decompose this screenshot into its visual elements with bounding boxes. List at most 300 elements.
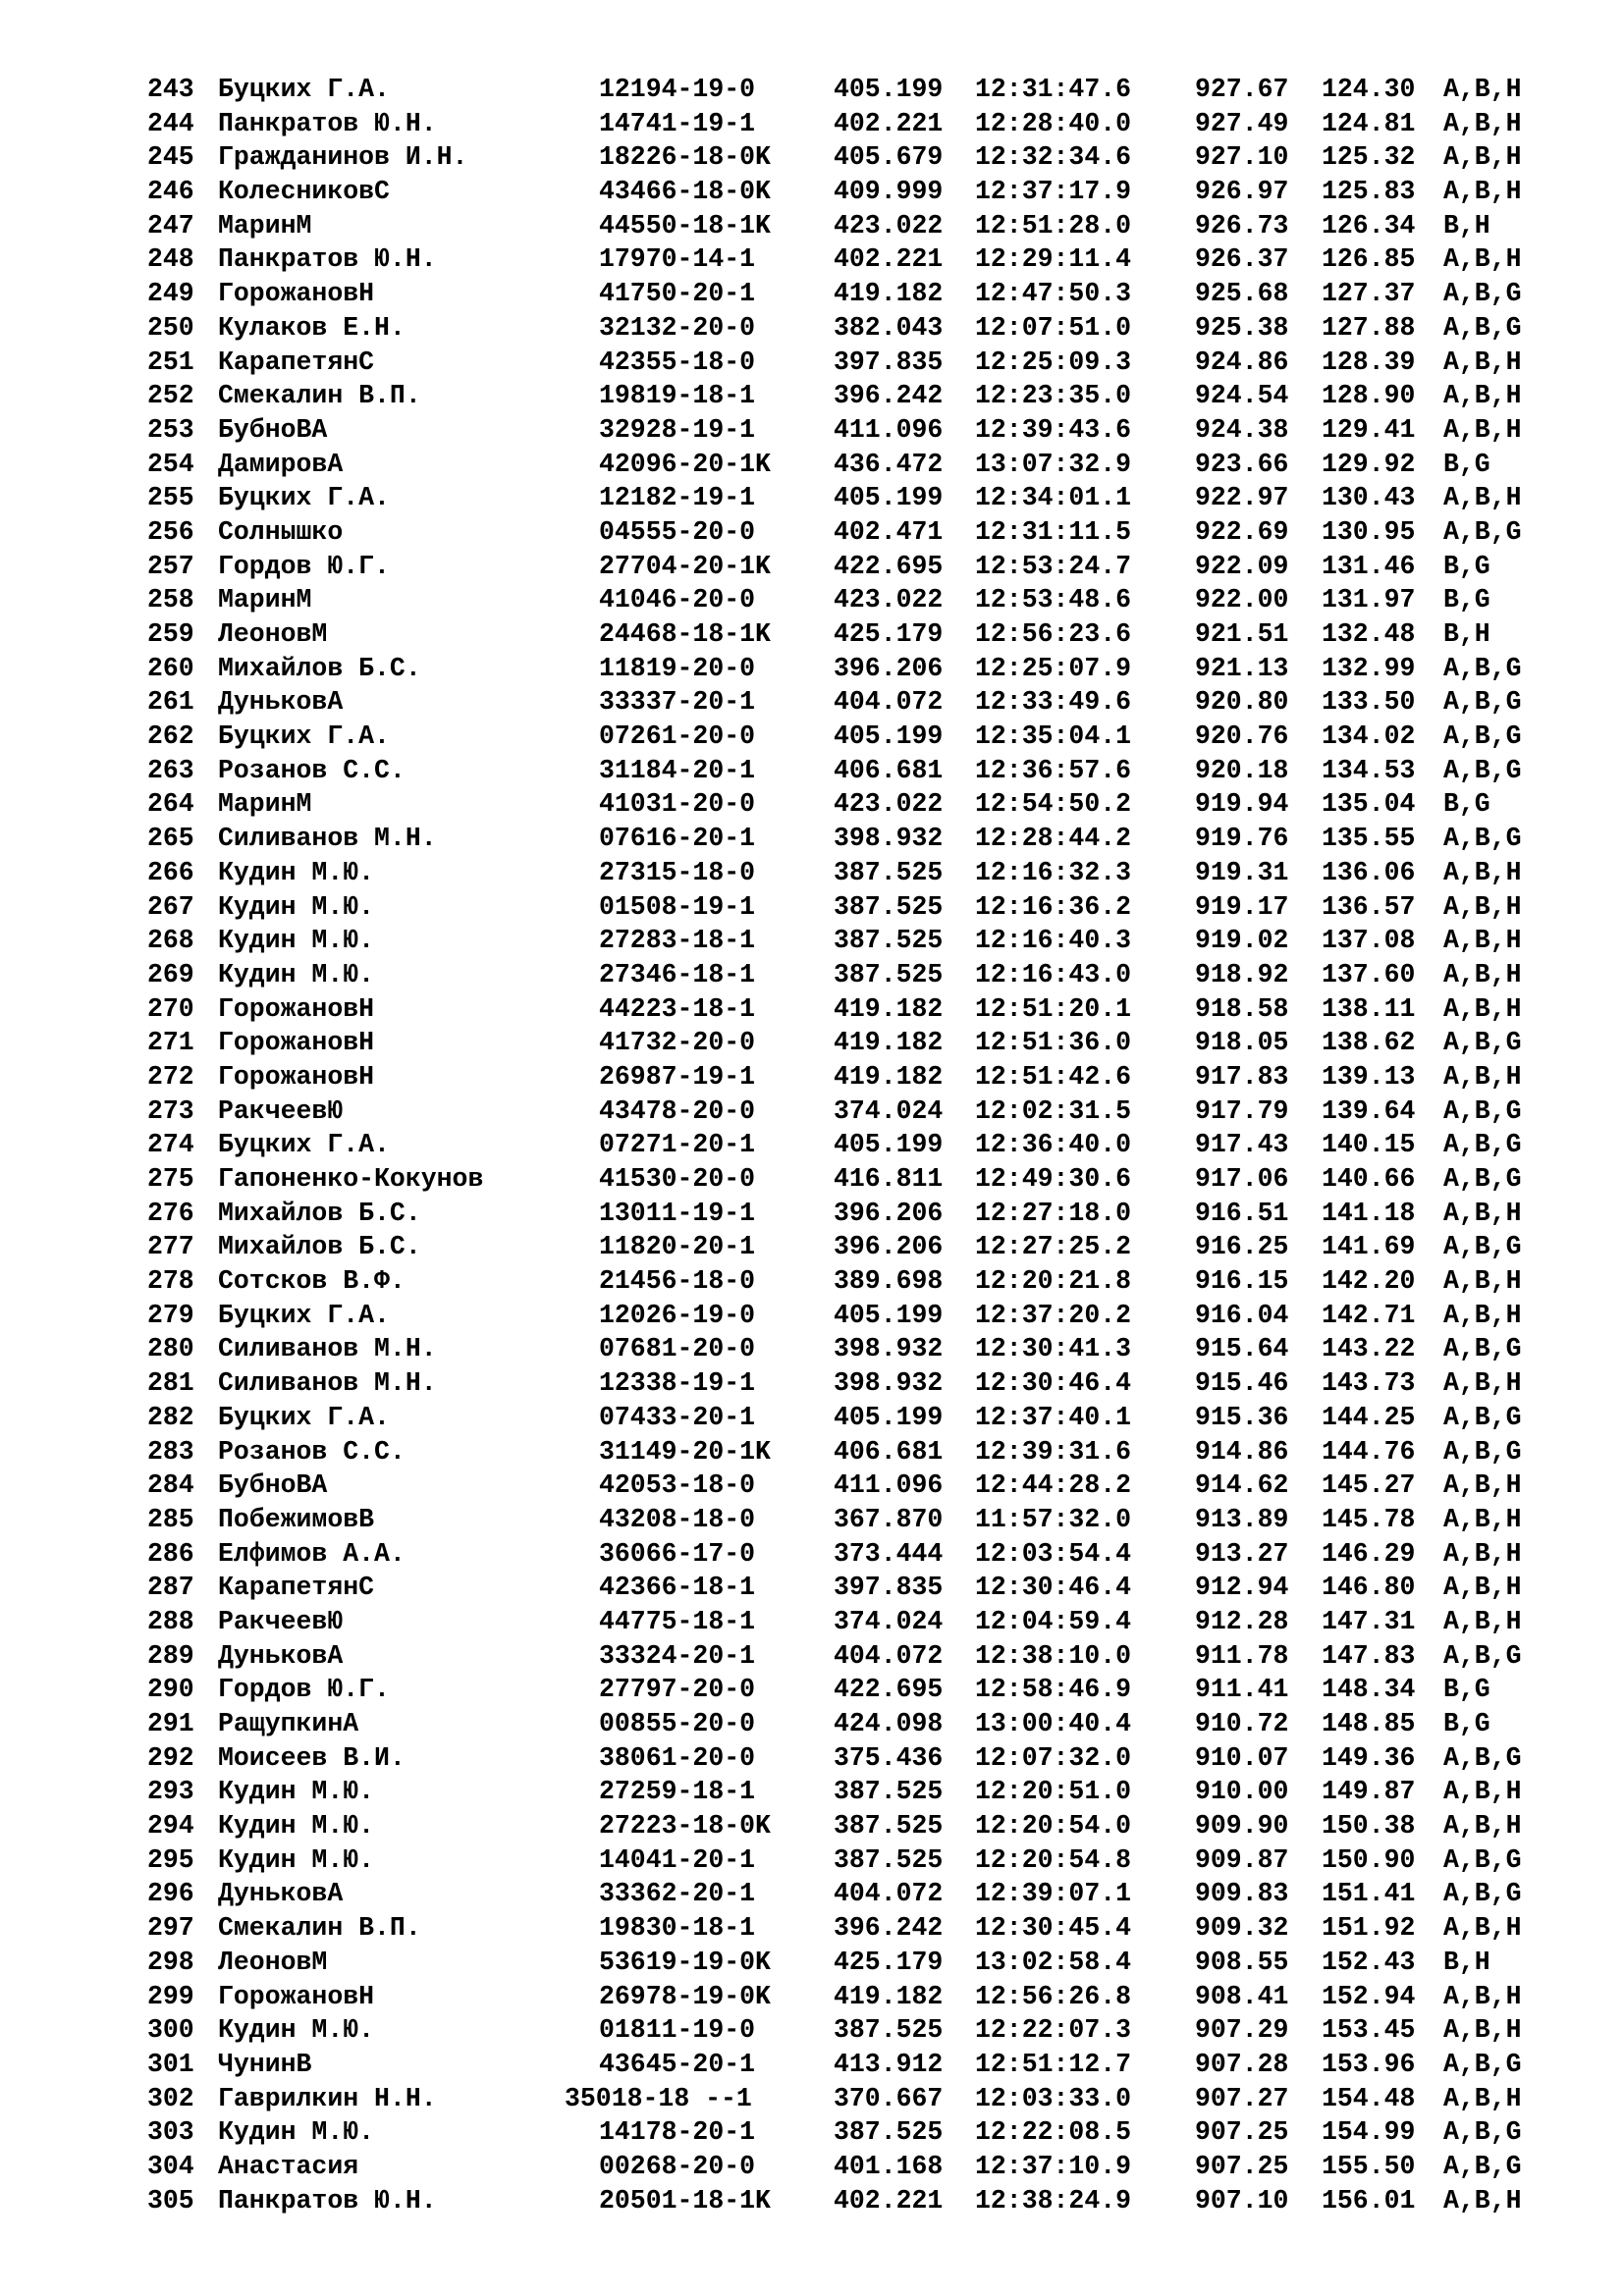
coefficient: 151.92 (1322, 1913, 1416, 1944)
distance: 367.870 (834, 1504, 944, 1534)
distance: 423.022 (834, 210, 944, 240)
result-rank: 249 (147, 279, 194, 309)
table-row (147, 992, 1542, 1027)
coefficient: 125.83 (1322, 177, 1416, 207)
flags: A,B,H (1443, 1266, 1522, 1297)
distance: 406.681 (834, 1436, 944, 1467)
arrival-time: 12:58:46.9 (975, 1675, 1132, 1705)
fancier-name: Гордов Ю.Г. (218, 1675, 390, 1705)
coefficient: 132.48 (1322, 619, 1416, 649)
arrival-time: 12:56:26.8 (975, 1981, 1132, 2011)
distance: 387.525 (834, 1811, 944, 1842)
arrival-time: 12:07:32.0 (975, 1742, 1132, 1773)
speed: 911.41 (1195, 1675, 1289, 1705)
ring-number: 42366-18-1 (599, 1573, 756, 1603)
ring-number: 12338-19-1 (599, 1368, 756, 1399)
ring-number: 11819-20-0 (599, 653, 756, 683)
distance: 402.221 (834, 244, 944, 275)
fancier-name: ГорожановН (218, 1061, 375, 1092)
ring-number: 36066-17-0 (599, 1538, 756, 1569)
result-rank: 286 (147, 1538, 194, 1569)
ring-number: 12182-19-1 (599, 483, 756, 513)
table-row (147, 583, 1542, 617)
flags: A,B,H (1443, 177, 1522, 207)
arrival-time: 12:37:20.2 (975, 1300, 1132, 1330)
result-rank: 283 (147, 1436, 194, 1467)
coefficient: 130.43 (1322, 483, 1416, 513)
flags: A,B,G (1443, 2117, 1522, 2148)
speed: 926.37 (1195, 244, 1289, 275)
table-row (147, 822, 1542, 856)
result-rank: 273 (147, 1095, 194, 1126)
arrival-time: 12:38:24.9 (975, 2185, 1132, 2216)
arrival-time: 12:51:28.0 (975, 210, 1132, 240)
flags: A,B,G (1443, 1742, 1522, 1773)
table-row (147, 1707, 1542, 1741)
table-row (147, 1673, 1542, 1707)
arrival-time: 12:28:40.0 (975, 108, 1132, 138)
result-rank: 255 (147, 483, 194, 513)
result-rank: 290 (147, 1675, 194, 1705)
result-rank: 268 (147, 926, 194, 956)
coefficient: 124.81 (1322, 108, 1416, 138)
result-rank: 251 (147, 347, 194, 377)
flags: B,G (1443, 789, 1490, 820)
coefficient: 131.97 (1322, 585, 1416, 615)
result-rank: 250 (147, 312, 194, 343)
coefficient: 153.96 (1322, 2049, 1416, 2079)
flags: A,B,G (1443, 1334, 1522, 1364)
flags: A,B,H (1443, 1606, 1522, 1636)
fancier-name: Буцких Г.А. (218, 721, 390, 752)
arrival-time: 12:51:12.7 (975, 2049, 1132, 2079)
ring-number: 38061-20-0 (599, 1742, 756, 1773)
arrival-time: 13:07:32.9 (975, 449, 1132, 479)
flags: A,B,H (1443, 857, 1522, 887)
coefficient: 138.11 (1322, 993, 1416, 1024)
arrival-time: 12:36:57.6 (975, 755, 1132, 785)
fancier-name: РащупкинА (218, 1709, 359, 1738)
fancier-name: Кулаков Е.Н. (218, 312, 406, 343)
coefficient: 142.20 (1322, 1266, 1416, 1297)
speed: 924.38 (1195, 414, 1289, 445)
ring-number: 07271-20-1 (599, 1130, 756, 1160)
arrival-time: 12:37:17.9 (975, 177, 1132, 207)
speed: 919.02 (1195, 926, 1289, 956)
ring-number: 43645-20-1 (599, 2049, 756, 2079)
table-row (147, 652, 1542, 686)
flags: A,B,G (1443, 2151, 1522, 2181)
coefficient: 132.99 (1322, 653, 1416, 683)
ring-number: 27315-18-0 (599, 857, 756, 887)
ring-number: 20501-18-1K (599, 2185, 771, 2216)
speed: 926.97 (1195, 177, 1289, 207)
distance: 419.182 (834, 993, 944, 1024)
fancier-name: Михайлов Б.С. (218, 653, 421, 683)
flags: A,B,H (1443, 1300, 1522, 1330)
result-rank: 243 (147, 75, 194, 104)
flags: B,G (1443, 551, 1490, 581)
table-row (147, 73, 1542, 107)
fancier-name: Гаврилкин Н.Н. (218, 2083, 437, 2113)
flags: A,B,G (1443, 1436, 1522, 1467)
result-rank: 291 (147, 1709, 194, 1738)
ring-number: 27259-18-1 (599, 1777, 756, 1807)
fancier-name: Михайлов Б.С. (218, 1198, 421, 1228)
table-row (147, 1230, 1542, 1264)
distance: 396.206 (834, 1198, 944, 1228)
ring-number: 27346-18-1 (599, 959, 756, 989)
fancier-name: Кудин М.Ю. (218, 891, 375, 922)
speed: 910.07 (1195, 1742, 1289, 1773)
table-row (147, 2150, 1542, 2184)
speed: 920.80 (1195, 687, 1289, 718)
arrival-time: 12:53:48.6 (975, 585, 1132, 615)
arrival-time: 12:16:32.3 (975, 857, 1132, 887)
speed: 915.46 (1195, 1368, 1289, 1399)
arrival-time: 12:22:07.3 (975, 2015, 1132, 2046)
distance: 402.471 (834, 516, 944, 547)
coefficient: 144.76 (1322, 1436, 1416, 1467)
table-row (147, 720, 1542, 754)
table-row (147, 413, 1542, 448)
flags: B,G (1443, 585, 1490, 615)
fancier-name: ГорожановН (218, 279, 375, 309)
coefficient: 126.34 (1322, 210, 1416, 240)
speed: 922.69 (1195, 516, 1289, 547)
arrival-time: 12:39:43.6 (975, 414, 1132, 445)
table-row (147, 550, 1542, 584)
speed: 913.27 (1195, 1538, 1289, 1569)
coefficient: 147.83 (1322, 1640, 1416, 1671)
speed: 909.32 (1195, 1913, 1289, 1944)
coefficient: 143.22 (1322, 1334, 1416, 1364)
flags: A,B,H (1443, 959, 1522, 989)
flags: A,B,H (1443, 1811, 1522, 1842)
fancier-name: Буцких Г.А. (218, 1402, 390, 1432)
flags: A,B,G (1443, 1095, 1522, 1126)
coefficient: 136.57 (1322, 891, 1416, 922)
distance: 389.698 (834, 1266, 944, 1297)
distance: 425.179 (834, 1947, 944, 1977)
fancier-name: Панкратов Ю.Н. (218, 244, 437, 275)
speed: 926.73 (1195, 210, 1289, 240)
result-rank: 266 (147, 857, 194, 887)
fancier-name: РакчеевЮ (218, 1606, 344, 1636)
flags: A,B,G (1443, 1879, 1522, 1909)
distance: 374.024 (834, 1606, 944, 1636)
distance: 409.999 (834, 177, 944, 207)
fancier-name: ДуньковА (218, 687, 344, 718)
coefficient: 134.02 (1322, 721, 1416, 752)
ring-number: 44775-18-1 (599, 1606, 756, 1636)
flags: A,B,G (1443, 755, 1522, 785)
distance: 423.022 (834, 789, 944, 820)
table-row (147, 1809, 1542, 1843)
coefficient: 137.60 (1322, 959, 1416, 989)
arrival-time: 12:33:49.6 (975, 687, 1132, 718)
fancier-name: РакчеевЮ (218, 1095, 344, 1126)
flags: A,B,H (1443, 1470, 1522, 1501)
arrival-time: 12:39:31.6 (975, 1436, 1132, 1467)
coefficient: 125.32 (1322, 142, 1416, 173)
distance: 401.168 (834, 2151, 944, 2181)
fancier-name: КарапетянС (218, 347, 375, 377)
coefficient: 133.50 (1322, 687, 1416, 718)
result-rank: 248 (147, 244, 194, 275)
speed: 927.49 (1195, 108, 1289, 138)
result-rank: 272 (147, 1061, 194, 1092)
arrival-time: 12:30:46.4 (975, 1368, 1132, 1399)
result-rank: 278 (147, 1266, 194, 1297)
fancier-name: ГорожановН (218, 1981, 375, 2011)
flags: B,G (1443, 1675, 1490, 1705)
flags: A,B,H (1443, 1538, 1522, 1569)
result-rank: 285 (147, 1504, 194, 1534)
coefficient: 145.78 (1322, 1504, 1416, 1534)
coefficient: 156.01 (1322, 2185, 1416, 2216)
arrival-time: 12:02:31.5 (975, 1095, 1132, 1126)
distance: 423.022 (834, 585, 944, 615)
speed: 918.05 (1195, 1028, 1289, 1058)
flags: A,B,H (1443, 993, 1522, 1024)
result-rank: 274 (147, 1130, 194, 1160)
result-rank: 300 (147, 2015, 194, 2046)
fancier-name: Кудин М.Ю. (218, 2015, 375, 2046)
flags: A,B,H (1443, 926, 1522, 956)
arrival-time: 12:20:51.0 (975, 1777, 1132, 1807)
coefficient: 137.08 (1322, 926, 1416, 956)
ring-number: 27283-18-1 (599, 926, 756, 956)
distance: 396.242 (834, 381, 944, 411)
table-row (147, 1162, 1542, 1197)
arrival-time: 12:20:21.8 (975, 1266, 1132, 1297)
arrival-time: 12:03:33.0 (975, 2083, 1132, 2113)
fancier-name: МаринМ (218, 585, 312, 615)
ring-number: 27797-20-0 (599, 1675, 756, 1705)
ring-number: 01811-19-0 (599, 2015, 756, 2046)
result-rank: 279 (147, 1300, 194, 1330)
distance: 405.199 (834, 1300, 944, 1330)
result-rank: 275 (147, 1164, 194, 1194)
distance: 387.525 (834, 926, 944, 956)
ring-number: 19819-18-1 (599, 381, 756, 411)
ring-number: 14041-20-1 (599, 1844, 756, 1875)
distance: 404.072 (834, 1879, 944, 1909)
ring-number: 12026-19-0 (599, 1300, 756, 1330)
arrival-time: 11:57:32.0 (975, 1504, 1132, 1534)
speed: 909.90 (1195, 1811, 1289, 1842)
table-row (147, 890, 1542, 925)
arrival-time: 12:56:23.6 (975, 619, 1132, 649)
fancier-name: Моисеев В.И. (218, 1742, 406, 1773)
ring-number: 21456-18-0 (599, 1266, 756, 1297)
table-row (147, 2048, 1542, 2082)
flags: A,B,H (1443, 483, 1522, 513)
coefficient: 145.27 (1322, 1470, 1416, 1501)
distance: 402.221 (834, 2185, 944, 2216)
flags: A,B,H (1443, 347, 1522, 377)
coefficient: 134.53 (1322, 755, 1416, 785)
flags: A,B,G (1443, 516, 1522, 547)
distance: 405.199 (834, 483, 944, 513)
flags: A,B,G (1443, 279, 1522, 309)
ring-number: 07681-20-0 (599, 1334, 756, 1364)
table-row (147, 2115, 1542, 2150)
ring-number: 44223-18-1 (599, 993, 756, 1024)
coefficient: 146.80 (1322, 1573, 1416, 1603)
speed: 917.43 (1195, 1130, 1289, 1160)
table-row (147, 685, 1542, 720)
result-rank: 246 (147, 177, 194, 207)
fancier-name: Смекалин В.П. (218, 381, 421, 411)
speed: 922.00 (1195, 585, 1289, 615)
fancier-name: Кудин М.Ю. (218, 959, 375, 989)
ring-number: 41031-20-0 (599, 789, 756, 820)
speed: 918.58 (1195, 993, 1289, 1024)
arrival-time: 13:02:58.4 (975, 1947, 1132, 1977)
table-row (147, 311, 1542, 346)
result-rank: 282 (147, 1402, 194, 1432)
coefficient: 126.85 (1322, 244, 1416, 275)
table-row (147, 1503, 1542, 1537)
ring-number: 00855-20-0 (599, 1709, 756, 1738)
flags: B,H (1443, 619, 1490, 649)
distance: 370.667 (834, 2083, 944, 2113)
flags: A,B,G (1443, 1130, 1522, 1160)
fancier-name: Буцких Г.А. (218, 1300, 390, 1330)
arrival-time: 12:49:30.6 (975, 1164, 1132, 1194)
fancier-name: МаринМ (218, 789, 312, 820)
distance: 416.811 (834, 1164, 944, 1194)
distance: 397.835 (834, 347, 944, 377)
flags: A,B,H (1443, 1981, 1522, 2011)
speed: 919.94 (1195, 789, 1289, 820)
ring-number: 19830-18-1 (599, 1913, 756, 1944)
coefficient: 150.38 (1322, 1811, 1416, 1842)
fancier-name: Солнышко (218, 516, 344, 547)
distance: 405.199 (834, 75, 944, 104)
distance: 387.525 (834, 891, 944, 922)
arrival-time: 12:30:46.4 (975, 1573, 1132, 1603)
flags: A,B,G (1443, 1402, 1522, 1432)
distance: 387.525 (834, 959, 944, 989)
speed: 927.10 (1195, 142, 1289, 173)
flags: A,B,H (1443, 75, 1522, 104)
result-rank: 267 (147, 891, 194, 922)
flags: A,B,H (1443, 142, 1522, 173)
result-rank: 254 (147, 449, 194, 479)
flags: A,B,H (1443, 1061, 1522, 1092)
coefficient: 135.55 (1322, 824, 1416, 854)
ring-number: 43466-18-0K (599, 177, 771, 207)
table-row (147, 346, 1542, 380)
distance: 419.182 (834, 1061, 944, 1092)
flags: A,B,H (1443, 1504, 1522, 1534)
fancier-name: ДамировА (218, 449, 344, 479)
result-rank: 264 (147, 789, 194, 820)
coefficient: 153.45 (1322, 2015, 1416, 2046)
coefficient: 148.34 (1322, 1675, 1416, 1705)
distance: 373.444 (834, 1538, 944, 1569)
table-row (147, 1980, 1542, 2014)
speed: 919.17 (1195, 891, 1289, 922)
arrival-time: 12:31:11.5 (975, 516, 1132, 547)
speed: 907.25 (1195, 2117, 1289, 2148)
coefficient: 138.62 (1322, 1028, 1416, 1058)
speed: 910.00 (1195, 1777, 1289, 1807)
speed: 912.94 (1195, 1573, 1289, 1603)
coefficient: 139.64 (1322, 1095, 1416, 1126)
result-rank: 261 (147, 687, 194, 718)
coefficient: 141.18 (1322, 1198, 1416, 1228)
fancier-name: Гражданинов И.Н. (218, 142, 468, 173)
table-row (147, 1060, 1542, 1095)
table-row (147, 1946, 1542, 1980)
table-row (147, 1639, 1542, 1674)
speed: 922.97 (1195, 483, 1289, 513)
flags: A,B,G (1443, 1164, 1522, 1194)
coefficient: 151.41 (1322, 1879, 1416, 1909)
fancier-name: Анастасия (218, 2151, 359, 2181)
arrival-time: 12:22:08.5 (975, 2117, 1132, 2148)
fancier-name: ЛеоновМ (218, 1947, 328, 1977)
speed: 917.06 (1195, 1164, 1289, 1194)
fancier-name: ПобежимовВ (218, 1504, 375, 1534)
fancier-name: Буцких Г.А. (218, 483, 390, 513)
table-row (147, 107, 1542, 141)
coefficient: 128.39 (1322, 347, 1416, 377)
fancier-name: Гордов Ю.Г. (218, 551, 390, 581)
arrival-time: 12:29:11.4 (975, 244, 1132, 275)
table-row (147, 515, 1542, 550)
flags: A,B,H (1443, 1198, 1522, 1228)
result-rank: 258 (147, 585, 194, 615)
speed: 921.51 (1195, 619, 1289, 649)
result-rank: 289 (147, 1640, 194, 1671)
arrival-time: 12:16:43.0 (975, 959, 1132, 989)
arrival-time: 12:51:36.0 (975, 1028, 1132, 1058)
result-rank: 260 (147, 653, 194, 683)
table-row (147, 2082, 1542, 2116)
table-row (147, 1435, 1542, 1469)
fancier-name: ЛеоновМ (218, 619, 328, 649)
table-row (147, 958, 1542, 992)
arrival-time: 12:30:41.3 (975, 1334, 1132, 1364)
arrival-time: 12:04:59.4 (975, 1606, 1132, 1636)
result-rank: 303 (147, 2117, 194, 2148)
arrival-time: 12:23:35.0 (975, 381, 1132, 411)
ring-number: 32928-19-1 (599, 414, 756, 445)
table-row (147, 175, 1542, 209)
arrival-time: 12:47:50.3 (975, 279, 1132, 309)
ring-number: 12194-19-0 (599, 75, 756, 104)
flags: A,B,H (1443, 1368, 1522, 1399)
distance: 404.072 (834, 1640, 944, 1671)
arrival-time: 12:32:34.6 (975, 142, 1132, 173)
table-row (147, 1911, 1542, 1946)
coefficient: 124.30 (1322, 75, 1416, 104)
coefficient: 135.04 (1322, 789, 1416, 820)
ring-number: 26978-19-0K (599, 1981, 771, 2011)
speed: 908.41 (1195, 1981, 1289, 2011)
result-rank: 304 (147, 2151, 194, 2181)
coefficient: 154.48 (1322, 2083, 1416, 2113)
flags: A,B,G (1443, 1844, 1522, 1875)
result-rank: 302 (147, 2083, 194, 2113)
table-row (147, 1877, 1542, 1911)
ring-number: 42355-18-0 (599, 347, 756, 377)
